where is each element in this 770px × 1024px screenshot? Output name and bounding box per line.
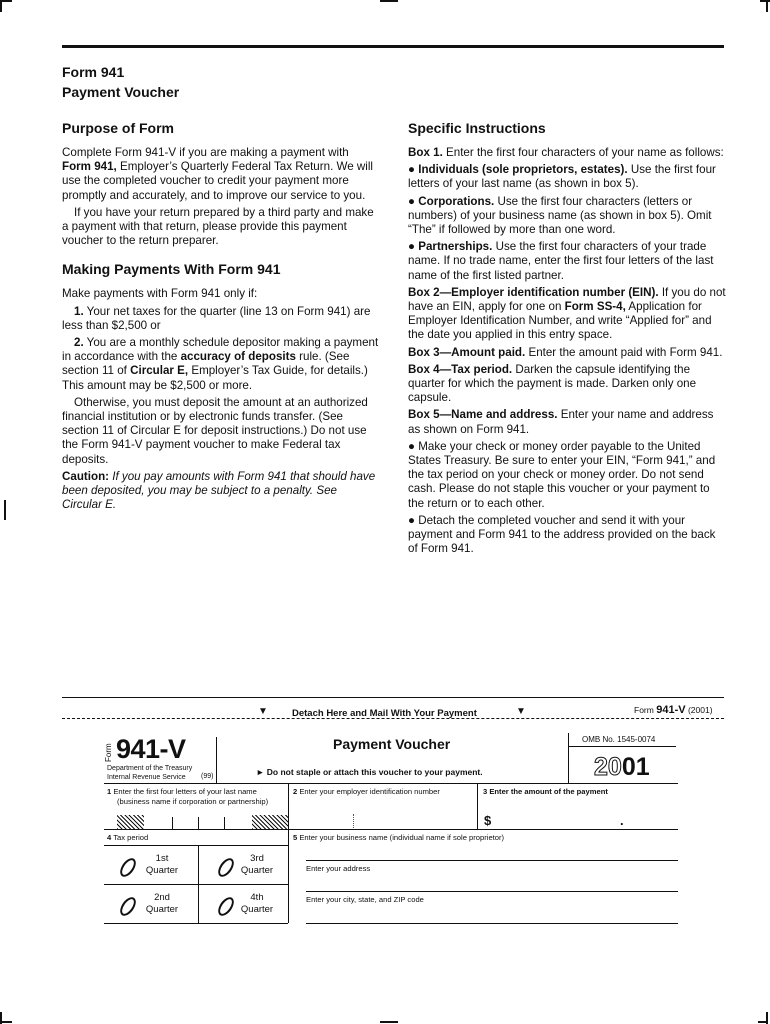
bullet-icon: ● — [408, 163, 416, 177]
box4-instruction: Box 4—Tax period. Darken the capsule identifying the quarter for which the payment is made. Darken only one capsule. — [408, 362, 697, 405]
page-title — [62, 62, 179, 102]
box1-instruction: Box 1. Enter the first four characters of your name as follows: — [408, 146, 724, 159]
crop-mark — [380, 1021, 398, 1023]
making-paragraph-3: Otherwise, you must deposit the amount at an authorized financial institution or by electronic funds transfer. (See section 11 of Circular E for deposit instructions.) Do not use the Form 941-V payment voucher to make Federal tax deposits. — [62, 395, 368, 466]
voucher-title: Payment Voucher — [333, 736, 451, 752]
making-item-2: 2. You are a monthly schedule depositor making a payment in accordance with the accuracy of deposits rule. (See section 11 of Circular E, Employer’s Tax Guide, for details.) This amount may be $2,500 or more. — [62, 336, 379, 392]
box3-label: 3 Enter the amount of the payment — [483, 787, 608, 796]
name-entry-tick — [198, 817, 199, 829]
crop-mark — [380, 0, 398, 2]
form-label: Form 941 — [62, 64, 125, 80]
crop-mark — [766, 0, 768, 12]
crop-mark — [758, 1021, 768, 1023]
left-column — [62, 119, 380, 515]
box4-label: 4 Tax period — [107, 833, 149, 842]
name-entry-tick — [172, 817, 173, 829]
divider — [216, 737, 217, 783]
divider — [288, 829, 289, 923]
form-side-label: Form — [104, 743, 113, 762]
code-99: (99) — [201, 773, 214, 780]
right-column — [408, 119, 726, 559]
voucher-bottom-rule[interactable] — [306, 923, 678, 924]
bullet-icon: ● — [408, 240, 416, 254]
quarter-4-label: 4th Quarter — [240, 892, 274, 915]
department-text: Department of the Treasury Internal Revenue Service — [107, 765, 193, 781]
payment-bullet-1: ● Make your check or money order payable to the United States Treasury. Be sure to enter your EIN, “Form 941,” and the tax period on your check or money order. Do not send cash. Please do not staple this voucher or your payment to the return or to each other. — [408, 439, 716, 510]
crop-mark — [0, 1021, 12, 1023]
specific-heading: Specific Instructions — [408, 120, 546, 136]
making-heading: Making Payments With Form 941 — [62, 261, 281, 278]
city-label: Enter your city, state, and ZIP code — [306, 895, 424, 904]
purpose-paragraph-2: If you have your return prepared by a third party and make a payment with that return, please provide this payment voucher to the return preparer. — [62, 205, 374, 248]
partnerships-instruction: ● Partnerships. Use the first four characters of your trade name. If no trade name, enter the first four letters of the last name of the first listed partner. — [408, 240, 714, 282]
bullet-icon: ● — [408, 439, 416, 453]
box2-label: 2 Enter your employer identification number — [293, 787, 440, 796]
no-staple-note: ► Do not staple or attach this voucher to your payment. — [256, 767, 483, 777]
name-entry-hatch — [117, 815, 144, 829]
box5-label: 5 Enter your business name (individual name if sole proprietor) — [293, 833, 505, 842]
divider — [477, 783, 478, 829]
divider — [288, 783, 289, 829]
voucher-row-rule — [104, 783, 678, 784]
making-intro: Make payments with Form 941 only if: — [62, 287, 258, 301]
voucher-row-rule — [104, 829, 678, 830]
top-rule — [62, 45, 724, 48]
form-subtitle: Payment Voucher — [62, 84, 180, 100]
voucher-big-number: 941-V — [116, 734, 186, 764]
box1-label: 1 Enter the first four letters of your last name (business name if corporation or partnership) — [107, 787, 269, 806]
omb-rule — [568, 746, 676, 747]
payment-bullet-2: ● Detach the completed voucher and send it with your payment and Form 941 to the address provided on the back of Form 941. — [408, 513, 716, 556]
bullet-icon: ● — [408, 194, 416, 208]
quarter-1-label: 1st Quarter — [145, 853, 179, 876]
purpose-paragraph-1: Complete Form 941-V if you are making a payment with Form 941, Employer’s Quarterly Federal Tax Return. We will use the completed voucher to credit your payment more promptly and accurately, and to improve our service to you. — [62, 146, 374, 202]
box3-instruction: Box 3—Amount paid. Enter the amount paid with Form 941. — [408, 345, 723, 359]
crop-mark — [4, 500, 6, 520]
name-entry-tick — [224, 817, 225, 829]
crop-mark — [0, 0, 12, 2]
corporations-instruction: ● Corporations. Use the first four characters (letters or numbers) of your business name (as shown in box 5). Omit “The” if followed by more than one word. — [408, 194, 712, 237]
tax-year: 2001 — [594, 753, 650, 781]
individuals-instruction: ● Individuals (sole proprietors, estates). Use the first four letters of your last name (as shown in box 5). — [408, 163, 716, 191]
voucher-top-rule — [62, 697, 724, 698]
purpose-heading: Purpose of Form — [62, 120, 175, 136]
crop-mark — [760, 0, 770, 2]
decimal-point: . — [620, 813, 624, 828]
tax-period-rule — [104, 845, 288, 846]
arrow-down-icon: ▼ — [258, 706, 268, 717]
divider — [568, 733, 569, 783]
dollar-sign: $ — [484, 813, 492, 828]
box2-instruction: Box 2—Employer identification number (EIN). If you do not have an EIN, apply for one on Form SS-4, Application for Employer Identification Number, and write “Applied for” and the date you applied in this entry space. — [408, 285, 726, 342]
box5-instruction: Box 5—Name and address. Enter your name and address as shown on Form 941. — [408, 408, 714, 436]
business-name-line[interactable] — [306, 860, 678, 861]
ein-separator — [353, 814, 354, 828]
voucher-form-number: Form 941-V (2001) — [634, 704, 713, 716]
quarter-2-label: 2nd Quarter — [145, 892, 179, 915]
making-item-1: 1. Your net taxes for the quarter (line 13 on Form 941) are less than $2,500 or — [62, 304, 371, 332]
bullet-icon: ● — [408, 513, 416, 527]
arrow-down-icon: ▼ — [516, 706, 526, 717]
omb-number: OMB No. 1545-0074 — [582, 735, 656, 744]
caution: Caution: If you pay amounts with Form 941 that should have been deposited, you may be subject to a penalty. See Circular E. — [62, 469, 376, 512]
address-label: Enter your address — [306, 864, 371, 873]
detach-instruction: Detach Here and Mail With Your Payment — [292, 708, 477, 719]
address-line[interactable] — [306, 891, 678, 892]
name-entry-hatch — [252, 815, 288, 829]
quarter-3-label: 3rd Quarter — [240, 853, 274, 876]
tax-period-rule — [104, 884, 288, 885]
tax-period-rule — [104, 923, 288, 924]
